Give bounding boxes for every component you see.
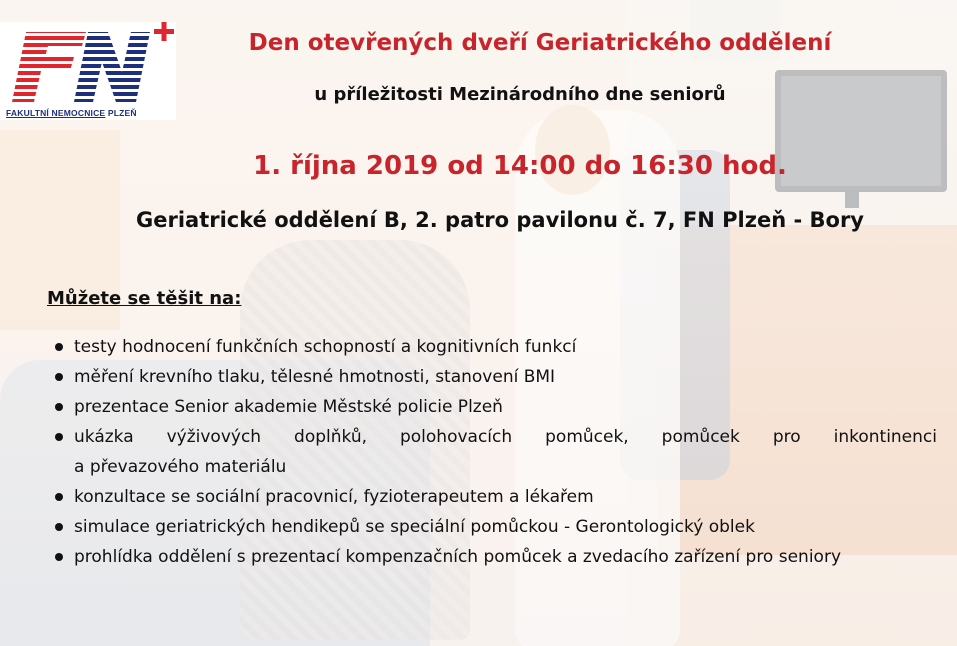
list-item: konzultace se sociální pracovnicí, fyzioterapeutem a lékařem xyxy=(47,482,937,512)
fn-plzen-logo xyxy=(0,22,176,120)
event-location: Geriatrické oddělení B, 2. patro pavilonu č. 7, FN Plzeň - Bory xyxy=(136,208,864,232)
list-item: simulace geriatrických hendikepů se speciální pomůckou - Gerontologický oblek xyxy=(47,512,937,542)
list-item: měření krevního tlaku, tělesné hmotnosti, stanovení BMI xyxy=(47,362,937,392)
bullet-icon xyxy=(55,433,63,441)
bullet-icon xyxy=(55,493,63,501)
bullet-icon xyxy=(55,343,63,351)
program-heading: Můžete se těšit na: xyxy=(47,288,242,309)
event-title: Den otevřených dveří Geriatrického oddělení xyxy=(248,30,832,56)
program-list xyxy=(47,332,937,572)
list-item: prezentace Senior akademie Městské policie Plzeň xyxy=(47,392,937,422)
bullet-icon xyxy=(55,553,63,561)
list-item: ukázka výživových doplňků, polohovacích pomůcek, pomůcek pro inkontinenci a převazového materiálu xyxy=(47,422,937,482)
list-item: prohlídka oddělení s prezentací kompenzačních pomůcek a zvedacího zařízení pro seniory xyxy=(47,542,937,572)
event-datetime: 1. října 2019 od 14:00 do 16:30 hod. xyxy=(253,151,787,181)
list-item: testy hodnocení funkčních schopností a kognitivních funkcí xyxy=(47,332,937,362)
logo-caption: FAKULTNÍ NEMOCNICE PLZEŇ xyxy=(6,108,137,118)
bullet-icon xyxy=(55,523,63,531)
bullet-icon xyxy=(55,403,63,411)
bullet-icon xyxy=(55,373,63,381)
event-subtitle: u příležitosti Mezinárodního dne seniorů xyxy=(314,84,726,105)
